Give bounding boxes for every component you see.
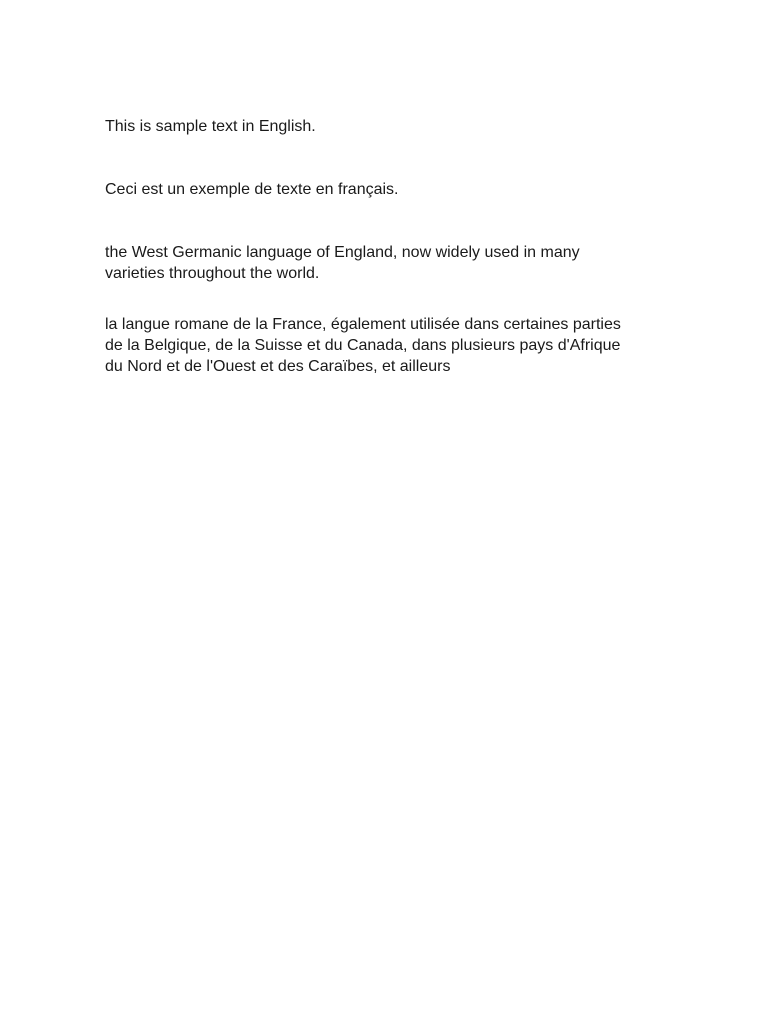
text-line: varieties throughout the world. <box>105 265 320 282</box>
text-line: This is sample text in English. <box>105 118 316 135</box>
paragraph-english-definition <box>105 242 580 284</box>
text-line: du Nord et de l'Ouest et des Caraïbes, et ailleurs <box>105 358 451 375</box>
text-line: the West Germanic language of England, now widely used in many <box>105 244 580 261</box>
paragraph-french-sample <box>105 179 399 200</box>
text-line: de la Belgique, de la Suisse et du Canada, dans plusieurs pays d'Afrique <box>105 337 621 354</box>
text-line: Ceci est un exemple de texte en français. <box>105 181 399 198</box>
paragraph-french-definition <box>105 314 621 377</box>
text-line: la langue romane de la France, également utilisée dans certaines parties <box>105 316 621 333</box>
paragraph-english-sample <box>105 116 316 137</box>
